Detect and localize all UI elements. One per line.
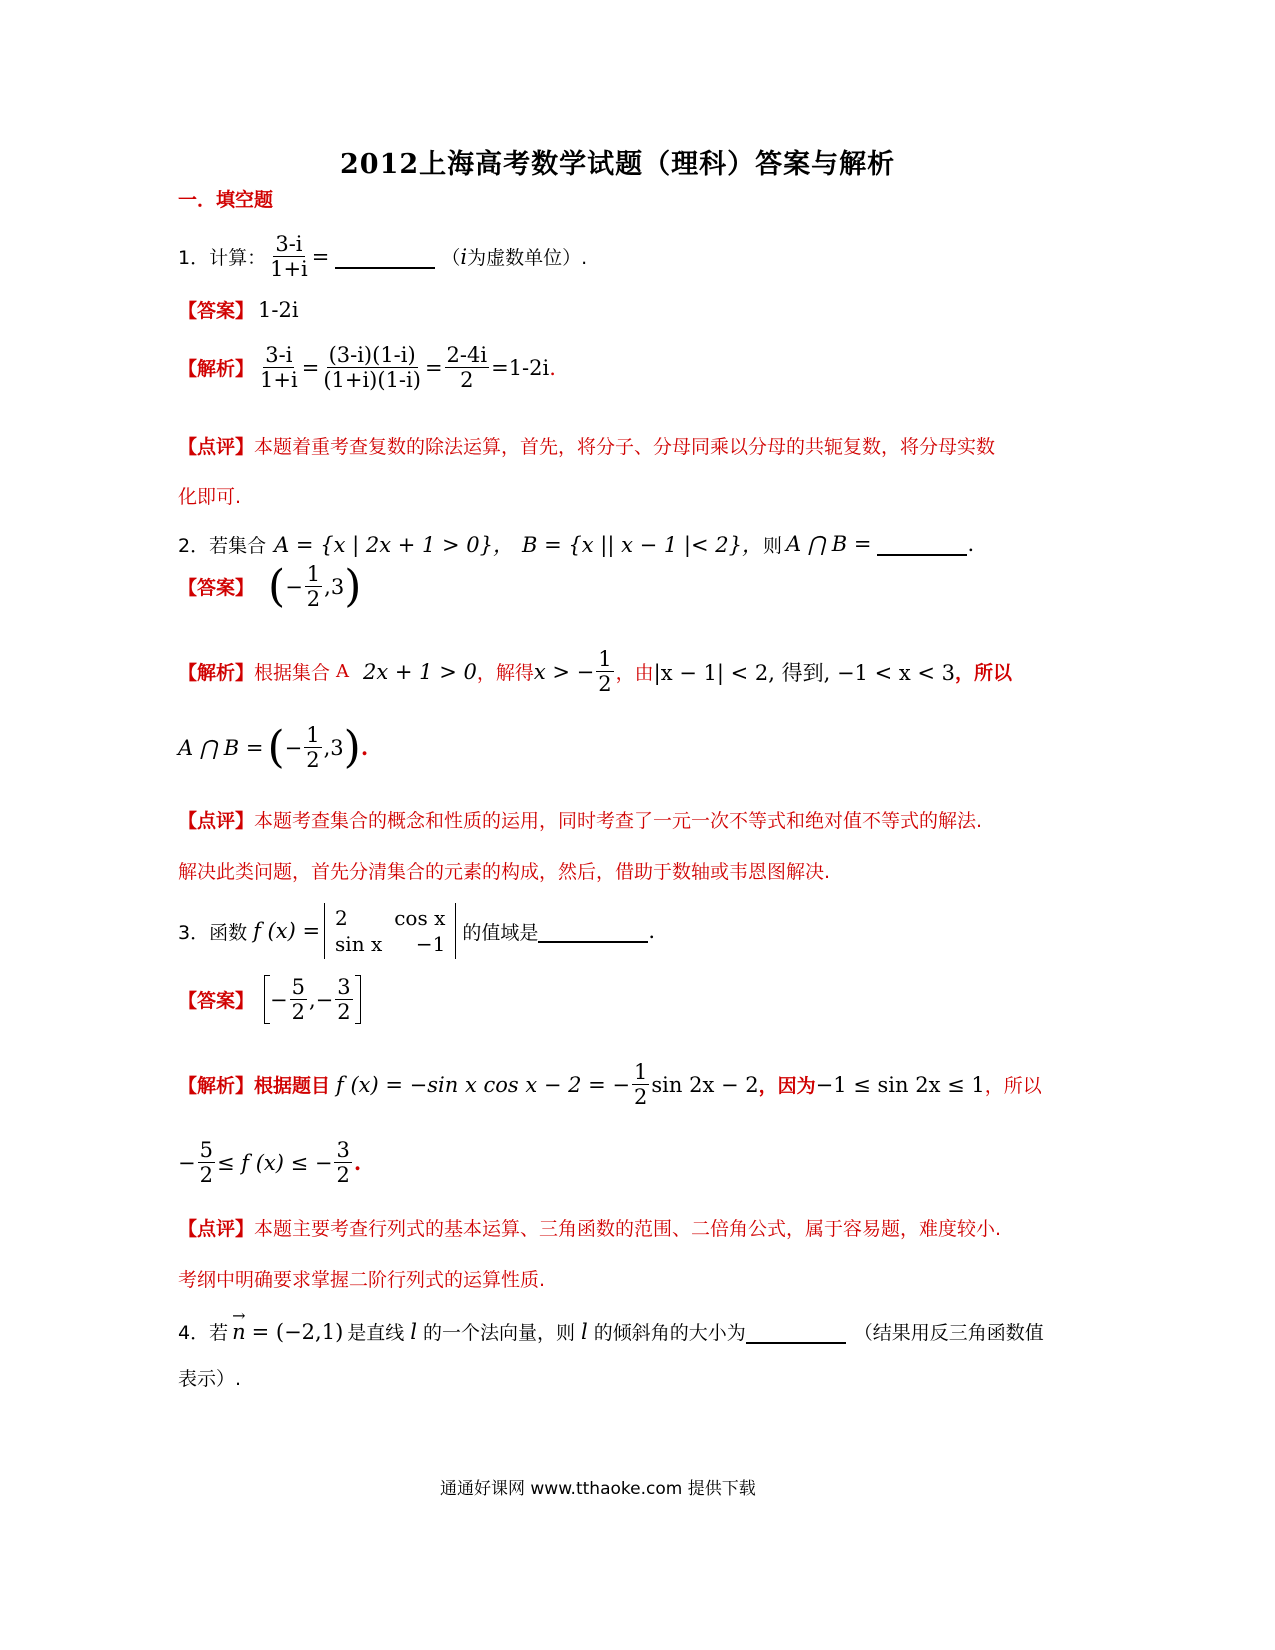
q3-an2-frac2: $\frac{3}{2}$ bbox=[336, 1138, 350, 1188]
q2-then: 则 bbox=[763, 534, 783, 557]
q3-an2-dot: . bbox=[353, 1150, 362, 1176]
q1-note: 为虚数单位）. bbox=[467, 247, 588, 270]
q2-answer-frac: $\frac{1}{2}$ bbox=[306, 562, 321, 612]
q1-answer-blank bbox=[335, 245, 435, 269]
q2-intersection: A ⋂ B = bbox=[786, 532, 872, 556]
q3-m22: −1 bbox=[415, 932, 446, 956]
q2-comment-line1 bbox=[178, 806, 982, 833]
q4-prefix: 4．若 bbox=[178, 1322, 229, 1344]
q2-an2-frac: $\frac{1}{2}$ bbox=[306, 723, 320, 773]
q3-an2-frac1: $\frac{5}{2}$ bbox=[199, 1138, 213, 1188]
analysis-label: 【解析】 bbox=[178, 358, 255, 381]
q2-an2-prefix: A ⋂ B = bbox=[178, 735, 264, 760]
q1-an-dot: . bbox=[549, 355, 556, 380]
q3-answer bbox=[178, 975, 361, 1024]
q3-an-frac: $\frac{1}{2}$ bbox=[634, 1060, 648, 1110]
q2-an-ineq: 2x + 1 > 0 bbox=[363, 659, 477, 684]
q2-an-text3: ，由 bbox=[615, 662, 654, 685]
q4-line-l1: l bbox=[410, 1319, 418, 1344]
q3-an-text1: 根据题目 bbox=[254, 1075, 331, 1098]
q1-note-open: （ bbox=[441, 247, 461, 270]
question-4 bbox=[178, 1305, 1044, 1345]
q2-dot: . bbox=[967, 532, 975, 556]
q3-an-expr: f (x) = −sin x cos x − 2 = − bbox=[336, 1072, 631, 1097]
q2-an-abs: |x − 1| < 2, 得到, −1 < x < 3 bbox=[653, 660, 956, 685]
q3-analysis-line2: − $\frac{5}{2}$ ≤ f (x) ≤ − $\frac{3}{2}$ . bbox=[178, 1138, 362, 1188]
q2-an-text4: ，所以 bbox=[955, 662, 1013, 685]
q2-an2-dot: . bbox=[360, 735, 369, 761]
q3-m21: sin x bbox=[335, 932, 383, 956]
q1-denominator: 1+i bbox=[270, 257, 308, 282]
q1-answer-value: 1-2i bbox=[258, 297, 299, 322]
answer-label: 【答案】 bbox=[178, 577, 255, 600]
q2-set-a: A = {x | 2x + 1 > 0}， bbox=[274, 533, 515, 557]
q3-answer-interval: − $\frac{5}{2}$ ,− $\frac{3}{2}$ bbox=[264, 975, 361, 1024]
q1-comment-line1 bbox=[178, 432, 995, 459]
q4-line-l2: l bbox=[581, 1319, 588, 1344]
q1-equals: = bbox=[311, 244, 330, 269]
answer-label: 【答案】 bbox=[178, 990, 255, 1013]
q4-expr: = (−2,1) bbox=[251, 1319, 344, 1344]
q4-mid: 是直线 bbox=[347, 1322, 405, 1344]
q4-answer-blank bbox=[746, 1320, 846, 1344]
q2-an-frac: $\frac{1}{2}$ bbox=[598, 647, 612, 697]
q3-an-text3: ，所以 bbox=[984, 1075, 1042, 1098]
q3-fx: f (x) = bbox=[253, 919, 321, 943]
answer-label: 【答案】 bbox=[178, 300, 255, 322]
q1-numerator: 3-i bbox=[275, 232, 303, 256]
q3-post: 的值域是 bbox=[462, 921, 539, 944]
comment-label: 【点评】 bbox=[178, 436, 255, 458]
q3-comment-text1: 本题主要考查行列式的基本运算、三角函数的范围、二倍角公式，属于容易题，难度较小. bbox=[254, 1218, 1002, 1240]
q1-comment-line2: 化即可. bbox=[178, 486, 242, 508]
q2-an-x: x > − bbox=[533, 659, 595, 684]
q2-answer-minus: − bbox=[285, 574, 303, 599]
q3-determinant bbox=[324, 903, 456, 959]
q4-post: （结果用反三角函数值 bbox=[853, 1322, 1044, 1344]
comment-label: 【点评】 bbox=[178, 1218, 255, 1240]
q2-comment-line2: 解决此类问题，首先分清集合的元素的构成，然后，借助于数轴或韦恩图解决. bbox=[178, 861, 831, 883]
q3-an-expr2: sin 2x − 2 bbox=[651, 1072, 759, 1097]
analysis-label: 【解析】 bbox=[178, 1075, 255, 1098]
q3-an-text2: ，因为 bbox=[758, 1075, 816, 1098]
q2-answer-tail: ,3 bbox=[324, 574, 345, 599]
q1-comment-text1: 本题着重考查复数的除法运算，首先，将分子、分母同乘以分母的共轭复数，将分母实数 bbox=[254, 436, 996, 458]
q2-prefix: 2．若集合 bbox=[178, 534, 267, 557]
comment-label: 【点评】 bbox=[178, 810, 255, 832]
q2-analysis-line2: A ⋂ B = ( − $\frac{1}{2}$ ,3 ) . bbox=[178, 721, 369, 773]
q3-m12: cos x bbox=[394, 906, 446, 930]
q1-fraction bbox=[268, 232, 310, 281]
q3-comment-line1 bbox=[178, 1214, 1001, 1241]
q3-prefix: 3．函数 bbox=[178, 921, 248, 944]
q1-an-frac3: $\frac{2-4i}{2}$ bbox=[446, 343, 488, 393]
q1-an-frac1: $\frac{3-i}{1+i}$ bbox=[260, 343, 298, 393]
q2-answer: 【答案】 ( − $\frac{1}{2}$ ,3 ) bbox=[178, 560, 362, 612]
q4-mid2: 的一个法向量，则 bbox=[423, 1322, 576, 1344]
q2-analysis bbox=[178, 647, 1012, 696]
q3-analysis bbox=[178, 1060, 1042, 1109]
q1-an-result: =1-2i bbox=[491, 355, 550, 380]
q2-answer-blank bbox=[877, 532, 967, 556]
q2-set-b: B = {x || x − 1 |< 2}， bbox=[522, 533, 763, 557]
q3-an2-mid: ≤ f (x) ≤ − bbox=[216, 1150, 333, 1175]
q4-line2: 表示）. bbox=[178, 1368, 242, 1390]
question-1 bbox=[178, 232, 587, 281]
q3-an-range: −1 ≤ sin 2x ≤ 1 bbox=[815, 1072, 985, 1097]
question-3 bbox=[178, 903, 655, 959]
analysis-label: 【解析】 bbox=[178, 662, 255, 685]
question-2 bbox=[178, 529, 974, 559]
section-heading-fill-in: 一．填空题 bbox=[178, 189, 274, 211]
q2-an-text2: ，解得 bbox=[476, 662, 534, 685]
q1-an-frac2: $\frac{(3-i)(1-i)}{(1+i)(1-i)}$ bbox=[323, 343, 421, 393]
q1-number: 1．计算： bbox=[178, 247, 267, 270]
q4-mid3: 的倾斜角的大小为 bbox=[593, 1322, 746, 1344]
q1-note-i: i bbox=[460, 244, 468, 269]
q3-comment-line2: 考纲中明确要求掌握二阶行列式的运算性质. bbox=[178, 1269, 546, 1291]
page-title: 2012上海高考数学试题（理科）答案与解析 bbox=[340, 149, 896, 180]
page-footer: 通通好课网 www.tthaoke.com 提供下载 bbox=[440, 1479, 756, 1499]
q1-answer bbox=[178, 296, 299, 323]
q2-an-text1: 根据集合 bbox=[254, 662, 331, 685]
q3-m11: 2 bbox=[335, 906, 348, 930]
q3-answer-blank bbox=[538, 919, 648, 943]
q1-analysis: 【解析】 $\frac{3-i}{1+i}$ = $\frac{(3-i)(1-i)}{(1+i)(1-i)}$ = $\frac{2-4i}{2}$ =1-2i . bbox=[178, 343, 556, 393]
q3-dot: . bbox=[648, 919, 656, 943]
q2-comment-text1: 本题考查集合的概念和性质的运用，同时考查了一元一次不等式和绝对值不等式的解法. bbox=[254, 810, 983, 832]
q4-vector-n: → n bbox=[232, 1305, 246, 1344]
q2-an-a: A bbox=[336, 661, 350, 683]
